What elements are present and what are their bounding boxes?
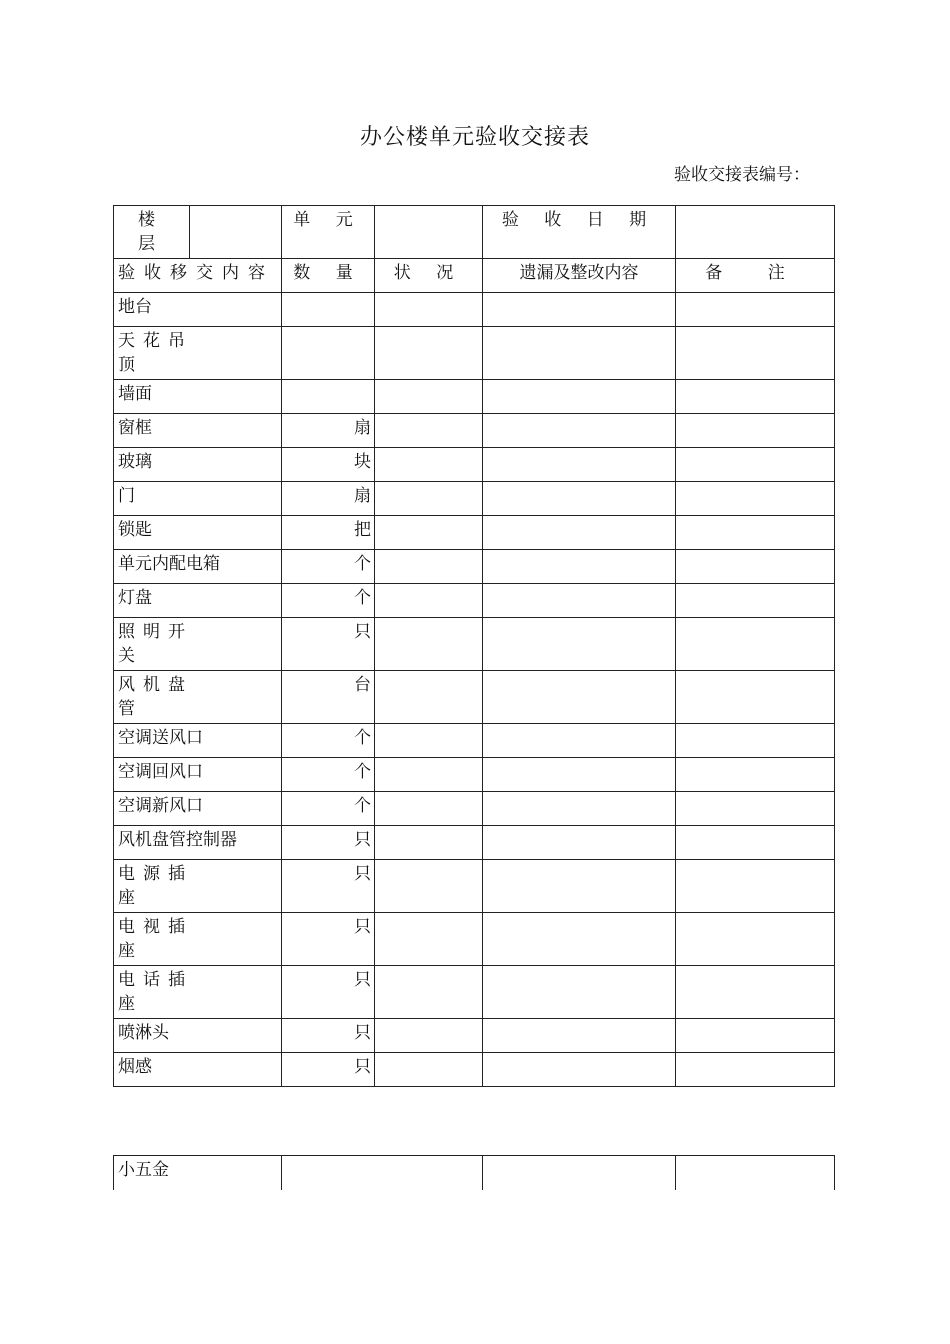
header-row-columns (114, 259, 835, 293)
content-label: 验收移交内容 (114, 259, 282, 293)
omission-cell[interactable] (483, 792, 676, 826)
unit-cell: 只 (282, 966, 375, 1019)
status-cell[interactable] (375, 584, 483, 618)
status-cell[interactable] (375, 414, 483, 448)
item-name (114, 448, 282, 482)
omission-cell[interactable] (483, 860, 676, 913)
item-name (114, 482, 282, 516)
unit-cell: 个 (282, 758, 375, 792)
omission-cell[interactable] (483, 293, 676, 327)
remarks-label: 备 注 (676, 259, 835, 293)
item-label: 空调送风口 (118, 728, 203, 748)
table-row (114, 550, 835, 584)
table-row (114, 860, 835, 913)
table-row (114, 293, 835, 327)
item-name (114, 724, 282, 758)
omission-cell[interactable] (483, 758, 676, 792)
item-name (114, 516, 282, 550)
unit-cell (282, 327, 375, 380)
unit-cell: 台 (282, 671, 375, 724)
unit-cell: 只 (282, 860, 375, 913)
status-cell[interactable] (375, 826, 483, 860)
omission-cell[interactable] (483, 618, 676, 671)
table-row (114, 966, 835, 1019)
status-cell[interactable] (375, 792, 483, 826)
item-name (114, 966, 282, 1019)
remarks-cell[interactable] (676, 550, 835, 584)
table-row (114, 1053, 835, 1087)
omission-label: 遗漏及整改内容 (483, 259, 676, 293)
remarks-cell[interactable] (676, 414, 835, 448)
item-name (114, 1053, 282, 1087)
table-row (114, 671, 835, 724)
remarks-cell[interactable] (676, 618, 835, 671)
remarks-cell[interactable] (676, 1019, 835, 1053)
item-label: 天花吊顶 (118, 331, 193, 375)
item-name (114, 826, 282, 860)
table-row (114, 584, 835, 618)
status-cell[interactable] (375, 758, 483, 792)
item-name (114, 860, 282, 913)
page-title: 办公楼单元验收交接表 (359, 125, 590, 150)
table-row (114, 380, 835, 414)
unit-cell: 块 (282, 448, 375, 482)
remarks-cell[interactable] (676, 482, 835, 516)
date-label: 验 收 日 期 (483, 206, 676, 259)
status-cell[interactable] (375, 1053, 483, 1087)
omission-cell[interactable] (483, 550, 676, 584)
table-row (114, 724, 835, 758)
form-number-label: 验收交接表编号： (674, 165, 810, 185)
remarks-cell[interactable] (676, 724, 835, 758)
table-row (114, 913, 835, 966)
status-cell[interactable] (375, 516, 483, 550)
unit-value-cell[interactable] (375, 206, 483, 259)
omission-cell[interactable] (483, 414, 676, 448)
remarks-cell[interactable] (676, 758, 835, 792)
status-cell[interactable] (375, 913, 483, 966)
item-label: 风机盘管控制器 (118, 830, 237, 850)
unit-cell: 扇 (282, 482, 375, 516)
header-row-floor (114, 206, 835, 259)
status-cell[interactable] (375, 671, 483, 724)
omission-cell[interactable] (483, 724, 676, 758)
omission-cell[interactable] (483, 966, 676, 1019)
unit-cell: 个 (282, 584, 375, 618)
omission-cell[interactable] (483, 380, 676, 414)
status-cell[interactable] (375, 966, 483, 1019)
item-name (114, 758, 282, 792)
remarks-cell[interactable] (676, 1053, 835, 1087)
item-name (114, 671, 282, 724)
remarks-cell[interactable] (676, 966, 835, 1019)
item-label: 风机盘管 (118, 675, 193, 719)
status-cell[interactable] (375, 1019, 483, 1053)
omission-cell[interactable] (483, 482, 676, 516)
date-value-cell[interactable] (676, 206, 835, 259)
table-row (114, 414, 835, 448)
item-name (114, 293, 282, 327)
omission-cell[interactable] (483, 913, 676, 966)
status-cell[interactable] (375, 724, 483, 758)
item-name (114, 414, 282, 448)
unit-cell: 个 (282, 792, 375, 826)
table-body (114, 293, 835, 1087)
unit-cell: 把 (282, 516, 375, 550)
omission-cell[interactable] (483, 516, 676, 550)
item-label: 玻璃 (118, 452, 152, 472)
item-name (114, 792, 282, 826)
status-cell[interactable] (375, 618, 483, 671)
remarks-cell[interactable] (676, 293, 835, 327)
remarks-cell[interactable] (676, 913, 835, 966)
omission-cell[interactable] (483, 1156, 676, 1190)
item-name (114, 913, 282, 966)
item-label: 锁匙 (118, 520, 152, 540)
continuation-table (113, 1155, 835, 1190)
table-row (114, 1156, 835, 1190)
omission-cell[interactable] (483, 1053, 676, 1087)
unit-cell: 扇 (282, 414, 375, 448)
item-name (114, 327, 282, 380)
remarks-cell[interactable] (676, 1156, 835, 1190)
unit-cell: 只 (282, 618, 375, 671)
quantity-cell[interactable] (282, 1156, 483, 1190)
status-cell[interactable] (375, 293, 483, 327)
omission-cell[interactable] (483, 584, 676, 618)
table-row (114, 448, 835, 482)
item-name (114, 380, 282, 414)
unit-label: 单 元 (282, 206, 375, 259)
item-label: 门 (118, 486, 135, 506)
unit-cell: 只 (282, 913, 375, 966)
item-label: 喷淋头 (118, 1023, 169, 1043)
table-row (114, 327, 835, 380)
floor-label: 楼 层 (114, 206, 190, 259)
item-label: 窗框 (118, 418, 152, 438)
status-cell[interactable] (375, 448, 483, 482)
remarks-cell[interactable] (676, 671, 835, 724)
remarks-cell[interactable] (676, 327, 835, 380)
remarks-cell[interactable] (676, 448, 835, 482)
unit-cell: 个 (282, 724, 375, 758)
table-row (114, 1019, 835, 1053)
table-row (114, 792, 835, 826)
status-label: 状 况 (375, 259, 483, 293)
unit-cell (282, 293, 375, 327)
omission-cell[interactable] (483, 826, 676, 860)
status-cell[interactable] (375, 380, 483, 414)
table-row (114, 516, 835, 550)
unit-cell (282, 380, 375, 414)
status-cell[interactable] (375, 482, 483, 516)
quantity-label: 数 量 (282, 259, 375, 293)
item-label: 空调回风口 (118, 762, 203, 782)
item-name: 小五金 (114, 1156, 282, 1190)
item-label: 墙面 (118, 384, 152, 404)
item-name (114, 618, 282, 671)
remarks-cell[interactable] (676, 792, 835, 826)
item-name (114, 550, 282, 584)
unit-cell: 只 (282, 826, 375, 860)
remarks-cell[interactable] (676, 860, 835, 913)
table-row (114, 482, 835, 516)
table-row (114, 618, 835, 671)
status-cell[interactable] (375, 327, 483, 380)
item-label: 电源插座 (118, 864, 193, 908)
unit-cell: 只 (282, 1053, 375, 1087)
unit-cell: 个 (282, 550, 375, 584)
item-name (114, 1019, 282, 1053)
item-label: 电视插座 (118, 917, 193, 961)
omission-cell[interactable] (483, 1019, 676, 1053)
remarks-cell[interactable] (676, 380, 835, 414)
item-label: 照明开关 (118, 622, 193, 666)
item-label: 烟感 (118, 1057, 152, 1077)
remarks-cell[interactable] (676, 584, 835, 618)
status-cell[interactable] (375, 550, 483, 584)
unit-cell: 只 (282, 1019, 375, 1053)
floor-value-cell[interactable] (190, 206, 282, 259)
table-row (114, 758, 835, 792)
item-label: 单元内配电箱 (118, 554, 220, 574)
item-label: 灯盘 (118, 588, 152, 608)
acceptance-table (113, 205, 835, 1087)
item-label: 电话插座 (118, 970, 193, 1014)
item-label: 空调新风口 (118, 796, 203, 816)
omission-cell[interactable] (483, 671, 676, 724)
omission-cell[interactable] (483, 327, 676, 380)
item-label: 地台 (118, 297, 152, 317)
table-row (114, 826, 835, 860)
status-cell[interactable] (375, 860, 483, 913)
item-name (114, 584, 282, 618)
remarks-cell[interactable] (676, 826, 835, 860)
remarks-cell[interactable] (676, 516, 835, 550)
omission-cell[interactable] (483, 448, 676, 482)
